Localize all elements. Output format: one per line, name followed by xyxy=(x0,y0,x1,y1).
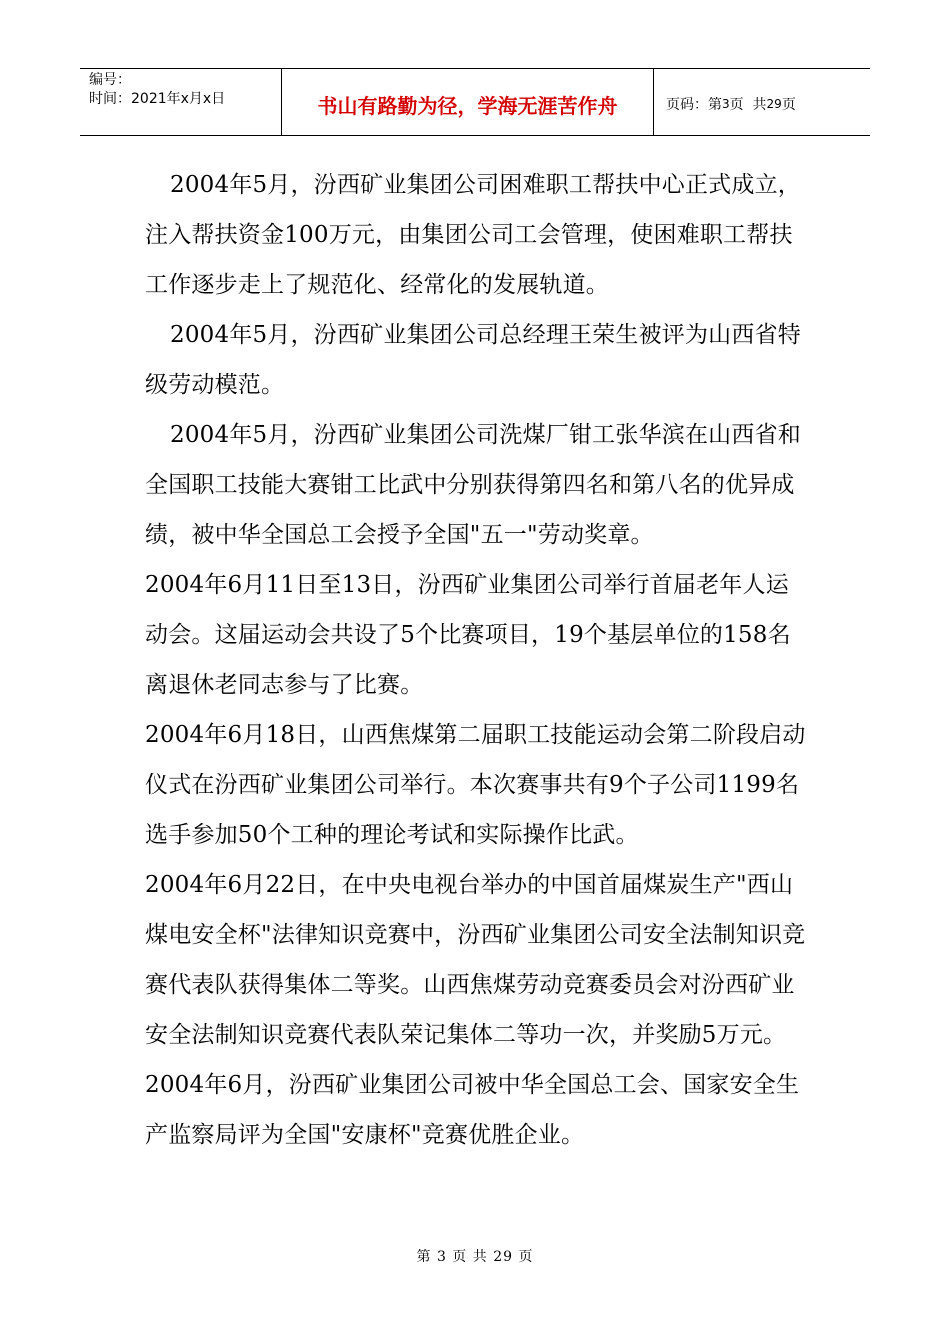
document-body xyxy=(145,160,810,1160)
page-suffix: 页 xyxy=(781,97,796,113)
document-number-label: 编号： xyxy=(89,72,131,88)
paragraph: 2004年5月，汾西矿业集团公司总经理王荣生被评为山西省特级劳动模范。 xyxy=(145,322,801,398)
paragraph: 2004年6月11日至13日，汾西矿业集团公司举行首届老年人运动会。这届运动会共设了5个比赛项目，19个基层单位的158名离退休老同志参与了比赛。 xyxy=(145,572,791,698)
header-motto: 书山有路勤为径，学海无涯苦作舟 xyxy=(282,69,654,135)
page-prefix: 页码：第 xyxy=(666,97,722,113)
page-total-number: 29 xyxy=(766,97,782,111)
paragraph: 2004年6月22日，在中央电视台举办的中国首届煤炭生产"西山煤电安全杯"法律知识竞赛中，汾西矿业集团公司安全法制知识竞赛代表队获得集体二等奖。山西焦煤劳动竞赛委员会对汾西矿业安全法制知识竞赛代表队荣记集体二等功一次，并奖励5万元。 xyxy=(145,872,806,1048)
header-page-info xyxy=(654,69,870,135)
paragraph: 2004年5月，汾西矿业集团公司困难职工帮扶中心正式成立，注入帮扶资金100万元，由集团公司工会管理，使困难职工帮扶工作逐步走上了规范化、经常化的发展轨道。 xyxy=(145,172,801,298)
header-meta-cell xyxy=(80,69,282,135)
page-current-number: 3 xyxy=(722,97,730,111)
page-middle: 页 共 xyxy=(729,97,767,113)
document-time-label: 时间：2021年x月x日 xyxy=(89,91,226,107)
paragraph: 2004年6月，汾西矿业集团公司被中华全国总工会、国家安全生产监察局评为全国"安康杯"竞赛优胜企业。 xyxy=(145,1072,800,1148)
paragraph: 2004年5月，汾西矿业集团公司洗煤厂钳工张华滨在山西省和全国职工技能大赛钳工比武中分别获得第四名和第八名的优异成绩，被中华全国总工会授予全国"五一"劳动奖章。 xyxy=(145,422,801,548)
page-footer: 第 3 页 共 29 页 xyxy=(416,1249,534,1265)
paragraph: 2004年6月18日，山西焦煤第二届职工技能运动会第二阶段启动仪式在汾西矿业集团公司举行。本次赛事共有9个子公司1199名选手参加50个工种的理论考试和实际操作比武。 xyxy=(145,722,806,848)
page-header xyxy=(80,68,870,136)
